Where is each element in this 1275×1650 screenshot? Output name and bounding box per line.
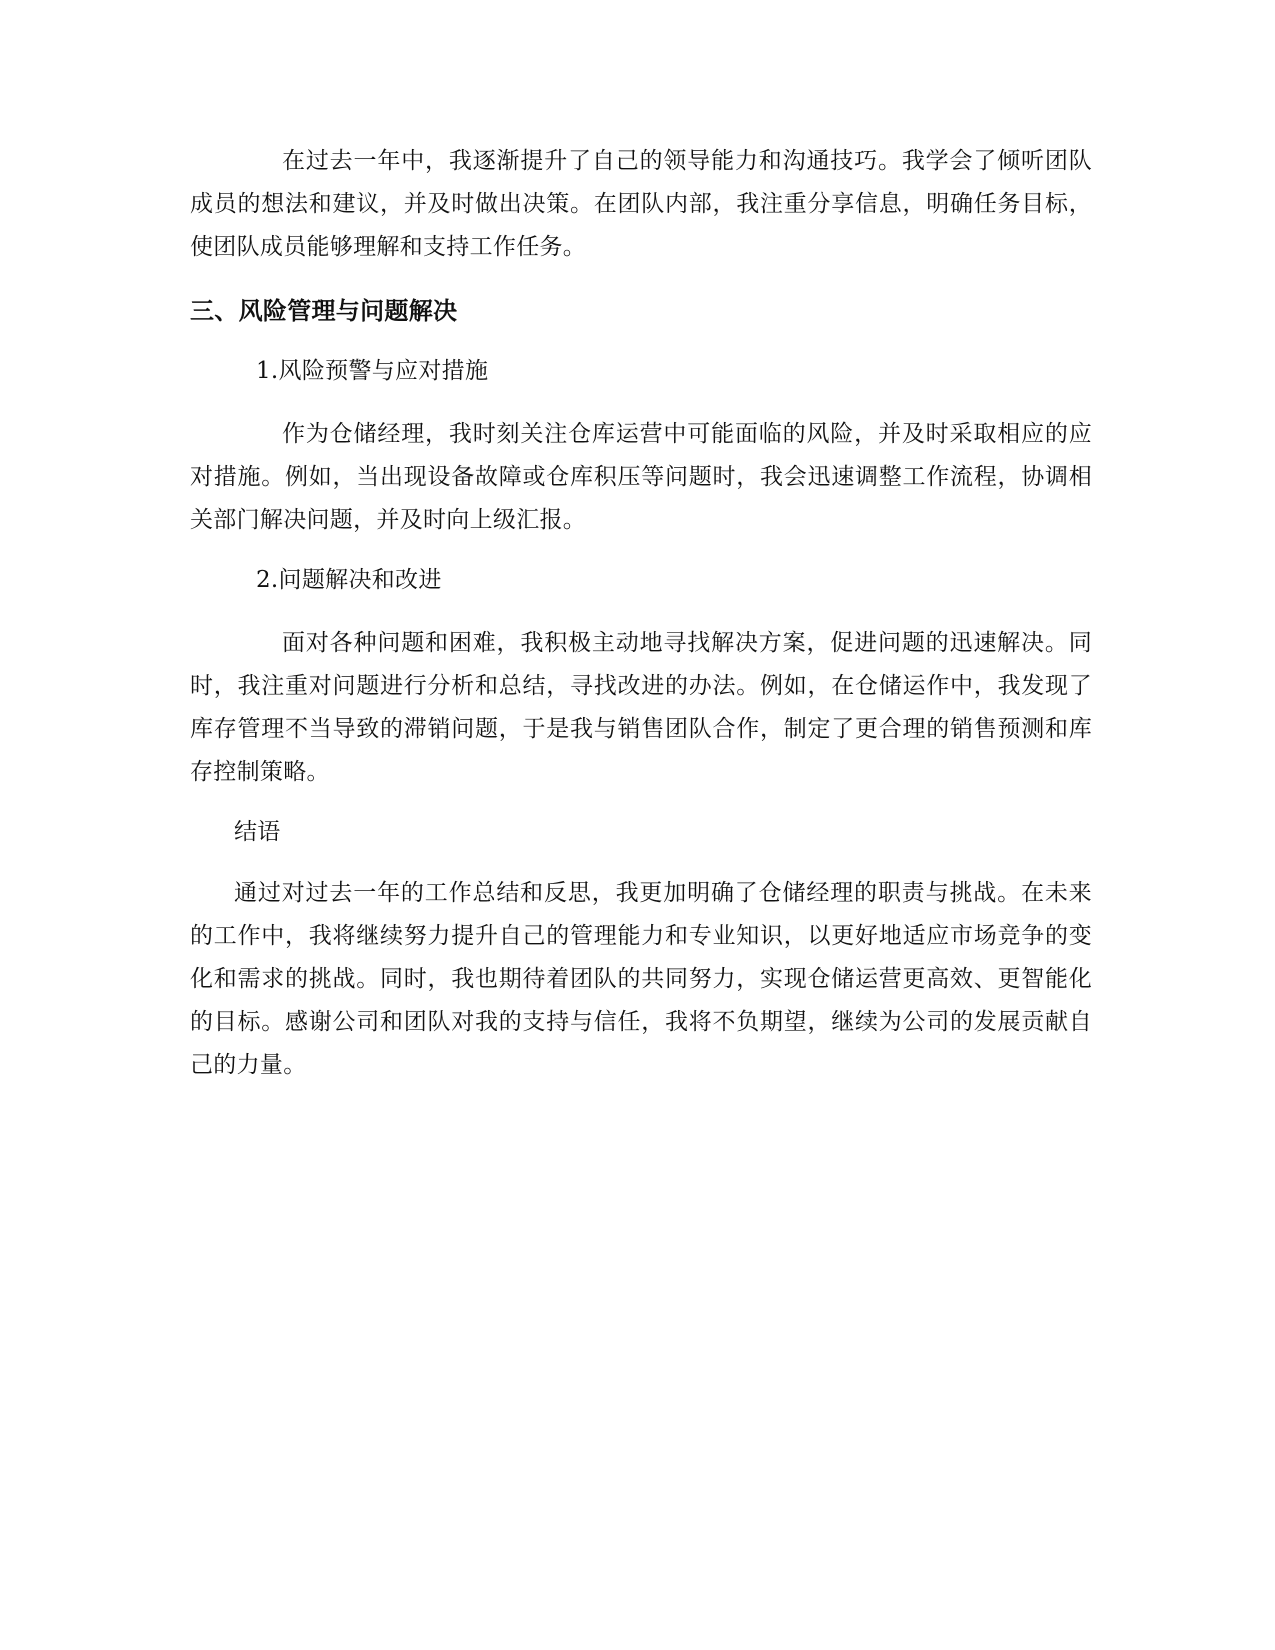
spacer: [190, 391, 1092, 413]
spacer: [190, 852, 1092, 872]
spacer: [190, 331, 1092, 351]
paragraph-risk-warning: 作为仓储经理，我时刻关注仓库运营中可能面临的风险，并及时采取相应的应对措施。例如，当出现设备故障或仓库积压等问题时，我会迅速调整工作流程，协调相关部门解决问题，并及时向上级汇报。: [190, 421, 1092, 533]
spacer: [190, 269, 1092, 291]
conclusion-label: 结语: [234, 819, 281, 845]
spacer: [190, 600, 1092, 622]
paragraph-leadership: 在过去一年中，我逐渐提升了自己的领导能力和沟通技巧。我学会了倾听团队成员的想法和建议，并及时做出决策。在团队内部，我注重分享信息，明确任务目标，使团队成员能够理解和支持工作任务。: [190, 148, 1092, 260]
paragraph-problem-solving: 面对各种问题和困难，我积极主动地寻找解决方案，促进问题的迅速解决。同时，我注重对问题进行分析和总结，寻找改进的办法。例如，在仓储运作中，我发现了库存管理不当导致的滞销问题，于是我与销售团队合作，制定了更合理的销售预测和库存控制策略。: [190, 630, 1092, 785]
spacer: [190, 794, 1092, 812]
section-heading-risk-management: 三、风险管理与问题解决: [190, 297, 458, 325]
document-body: [190, 140, 1092, 1087]
subheading-risk-warning: 1.风险预警与应对措施: [256, 358, 489, 384]
subheading-problem-solving: 2.问题解决和改进: [256, 567, 442, 593]
spacer: [190, 542, 1092, 560]
paragraph-conclusion: 通过对过去一年的工作总结和反思，我更加明确了仓储经理的职责与挑战。在未来的工作中，我将继续努力提升自己的管理能力和专业知识，以更好地适应市场竞争的变化和需求的挑战。同时，我也期待着团队的共同努力，实现仓储运营更高效、更智能化的目标。感谢公司和团队对我的支持与信任，我将不负期望，继续为公司的发展贡献自己的力量。: [190, 880, 1092, 1078]
